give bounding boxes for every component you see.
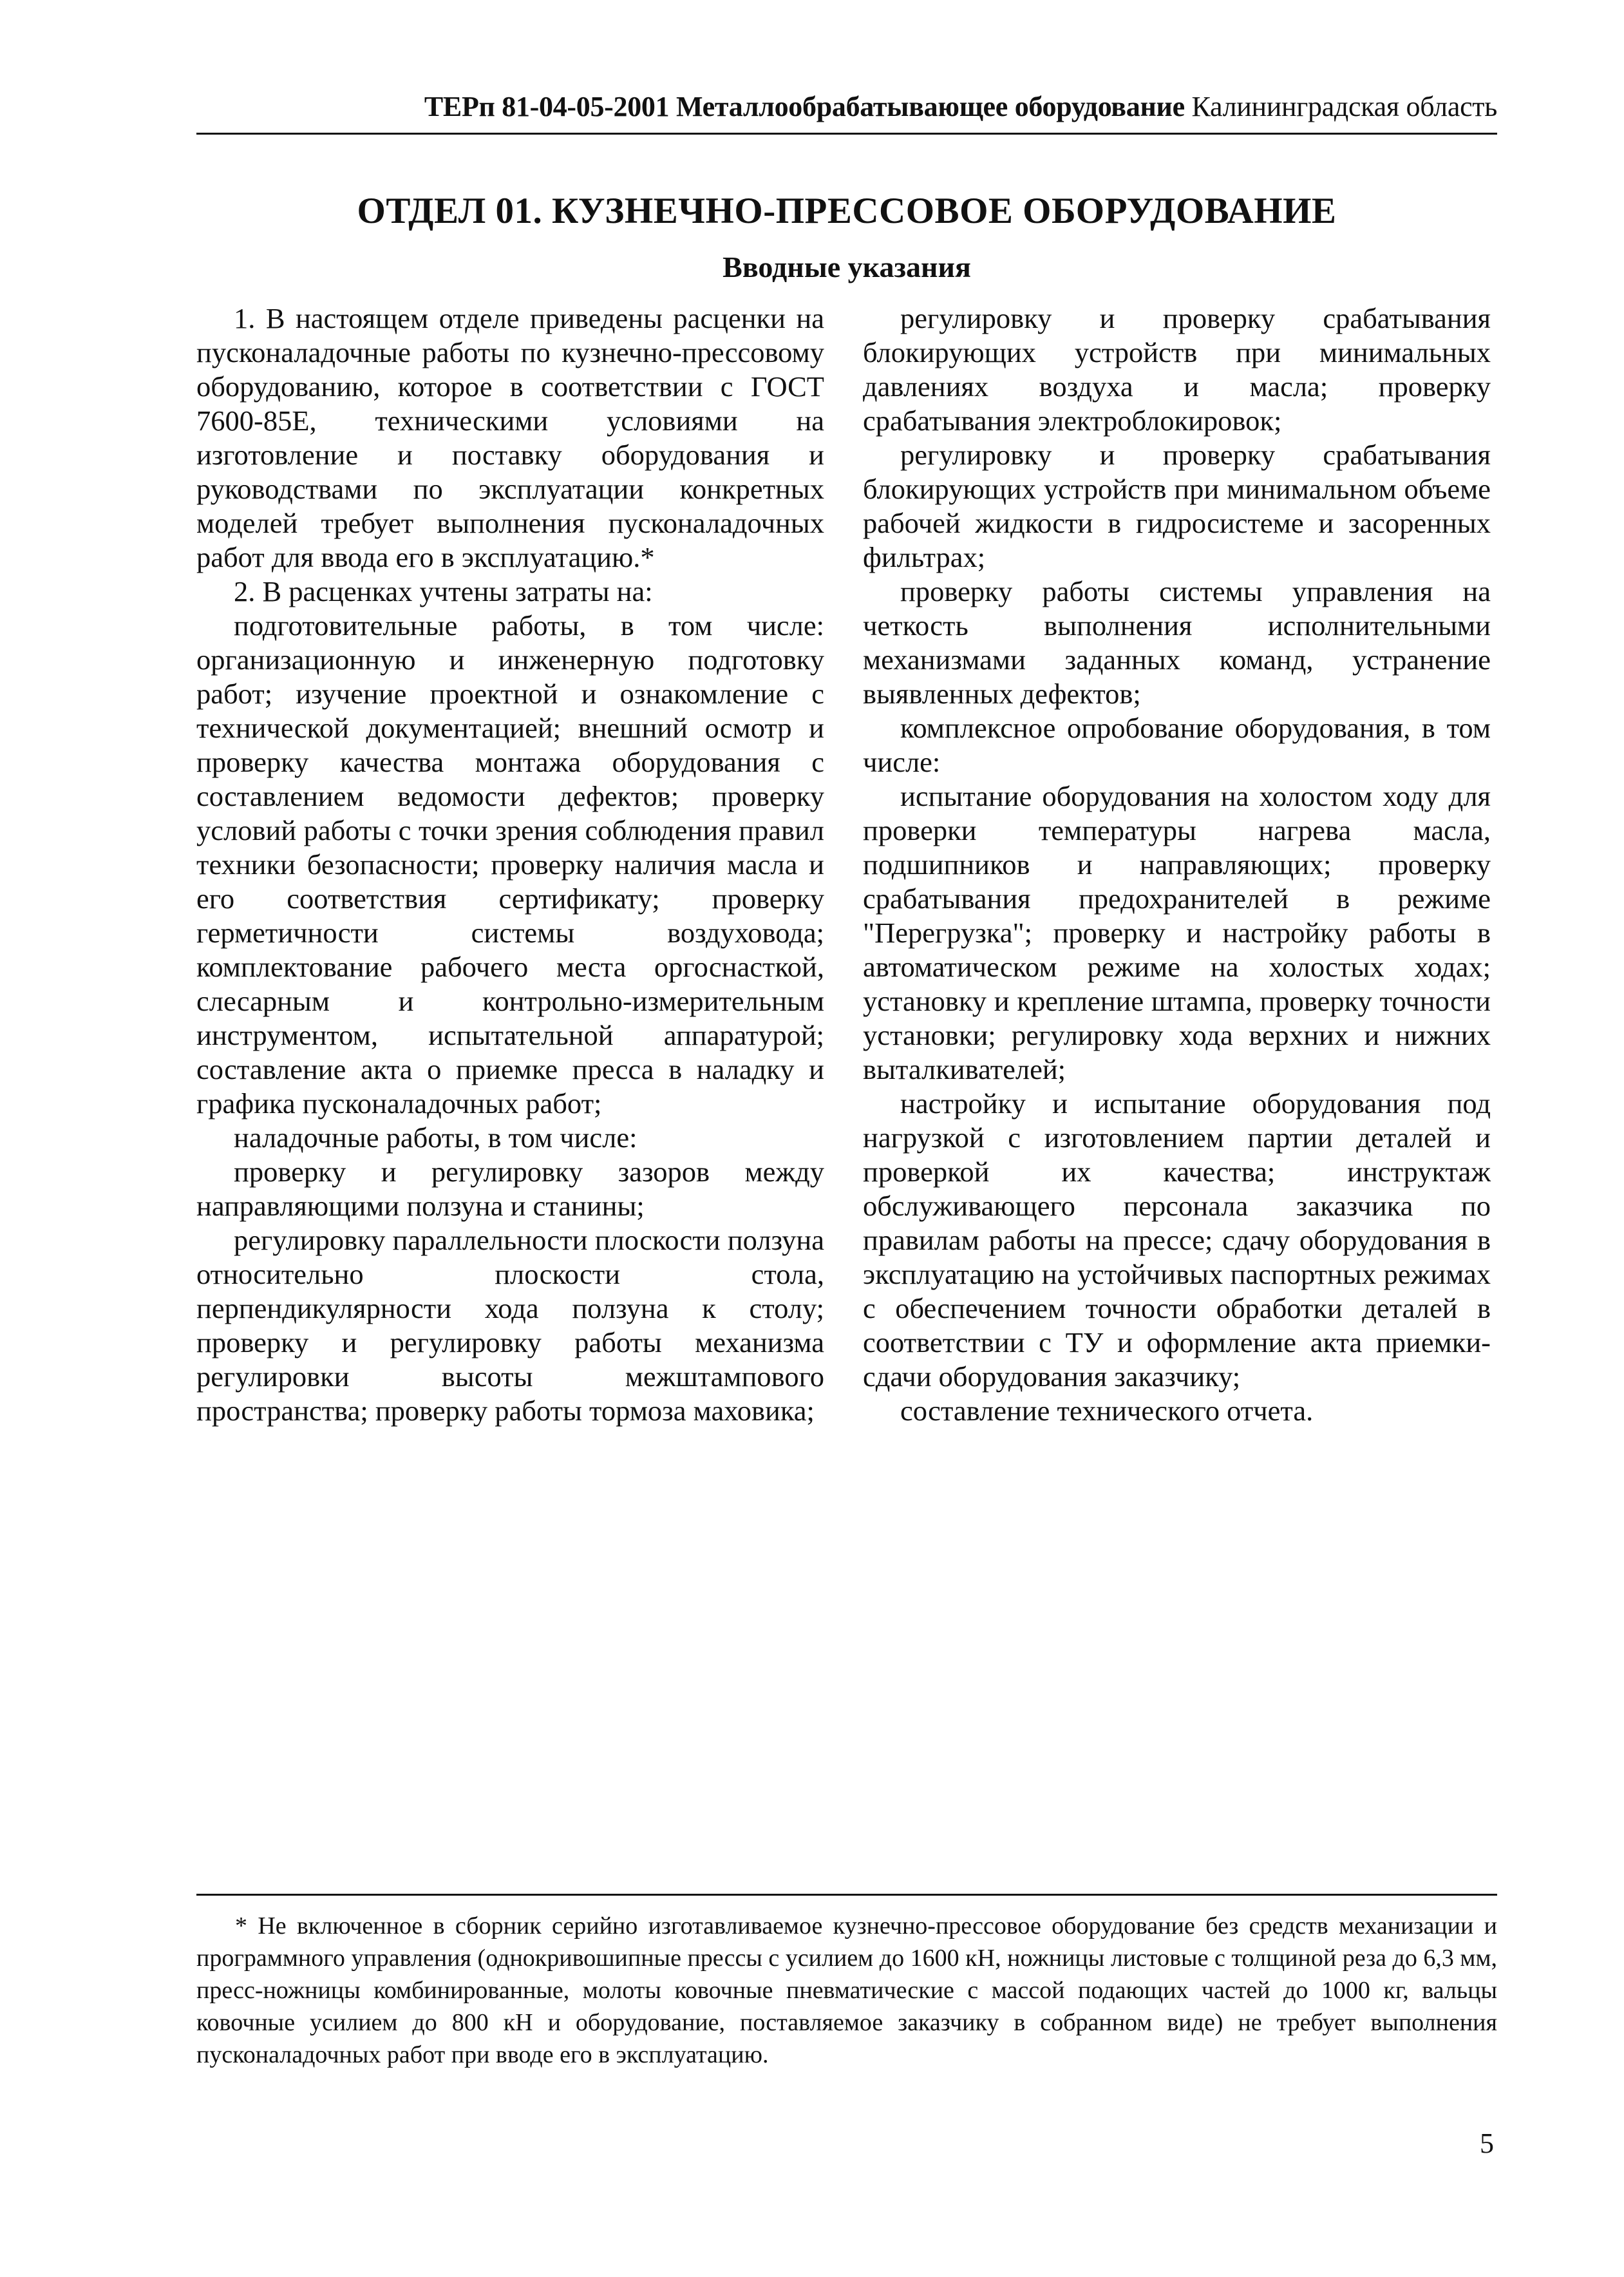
running-header <box>196 89 1497 125</box>
paragraph: составление технического отчета. <box>900 1395 1314 1427</box>
paragraph: испытание оборудования на холостом ходу для проверки температуры нагрева масла, подшипников и направляющих; проверку срабатывания предохранителей в режиме "Перегрузка"; проверку и настройку работы в автоматическом режиме на холостых ходах; установку и крепление штампа, проверку точности установки; регулировку хода верхних и нижних выталкивателей; <box>863 780 1491 1085</box>
paragraph: проверку и регулировку зазоров между направляющими ползуна и станины; <box>196 1156 824 1222</box>
paragraph: регулировку и проверку срабатывания блокирующих устройств при минимальном объеме рабочей жидкости в гидросистеме и засоренных фильтрах; <box>863 439 1491 573</box>
paragraph: 2. В расценках учтены затраты на: <box>234 575 653 607</box>
paragraph: регулировку и проверку срабатывания блокирующих устройств при минимальных давлениях воздуха и масла; проверку срабатывания электроблокировок; <box>863 302 1491 437</box>
header-document-code: ТЕРп 81-04-05-2001 Металлообрабатывающее оборудование <box>424 91 1185 122</box>
page-number: 5 <box>1480 2128 1494 2159</box>
header-region: Калининградская область <box>1184 91 1497 122</box>
paragraph: 1. В настоящем отделе приведены расценки на пусконаладочные работы по кузнечно-прессовому оборудованию, которое в соответствии с ГОСТ 7600-85Е, техническими условиями на изготовление и поставку оборудования и руководствами по эксплуатации конкретных моделей требует выполнения пусконаладочных работ для ввода его в эксплуатацию.* <box>196 302 824 573</box>
footnote-rule <box>196 1894 1497 1896</box>
paragraph: настройку и испытание оборудования под нагрузкой с изготовлением партии деталей и проверкой их качества; инструктаж обслуживающего персонала заказчика по правилам работы на прессе; сдачу оборудования в эксплуатацию на устойчивых паспортных режимах с обеспечением точности обработки деталей в соответствии с ТУ и оформление акта приемки-сдачи оборудования заказчику; <box>863 1087 1491 1393</box>
paragraph: регулировку параллельности плоскости ползуна относительно плоскости стола, перпендикулярности хода ползуна к столу; проверку и регулировку работы механизма регулировки высоты межштампового пространства; проверку работы тормоза маховика; <box>196 1224 824 1427</box>
header-rule <box>196 133 1497 135</box>
paragraph: проверку работы системы управления на четкость выполнения исполнительными механизмами заданных команд, устранение выявленных дефектов; <box>863 575 1491 710</box>
paragraph: наладочные работы, в том числе: <box>234 1121 637 1154</box>
left-column <box>196 301 824 1428</box>
footnote: * Не включенное в сборник серийно изготавливаемое кузнечно-прессовое оборудование без средств механизации и программного управления (однокривошипные прессы с усилием до 1600 кН, ножницы листовые с толщиной реза до 6,3 мм, пресс-ножницы комбинированные, молоты ковочные пневматические с массой подающих частей до 1000 кг, вальцы ковочные усилием до 800 кН и оборудование, поставляемое заказчику в собранном виде) не требует выполнения пусконаладочных работ при вводе его в эксплуатацию. <box>196 1912 1497 2068</box>
right-column <box>863 301 1491 1428</box>
paragraph: подготовительные работы, в том числе: организационную и инженерную подготовку работ; изучение проектной и ознакомление с технической документацией; внешний осмотр и проверку качества монтажа оборудования с составлением ведомости дефектов; проверку условий работы с точки зрения соблюдения правил техники безопасности; проверку наличия масла и его соответствия сертификату; проверку герметичности системы воздуховода; комплектование рабочего места оргоснасткой, слесарным и контрольно-измерительным инструментом, испытательной аппаратурой; составление акта о приемке пресса в наладку и графика пусконаладочных работ; <box>196 609 824 1119</box>
section-title: ОТДЕЛ 01. КУЗНЕЧНО-ПРЕССОВОЕ ОБОРУДОВАНИЕ <box>357 191 1337 231</box>
paragraph: комплексное опробование оборудования, в том числе: <box>863 712 1491 778</box>
section-subtitle: Вводные указания <box>722 251 971 283</box>
